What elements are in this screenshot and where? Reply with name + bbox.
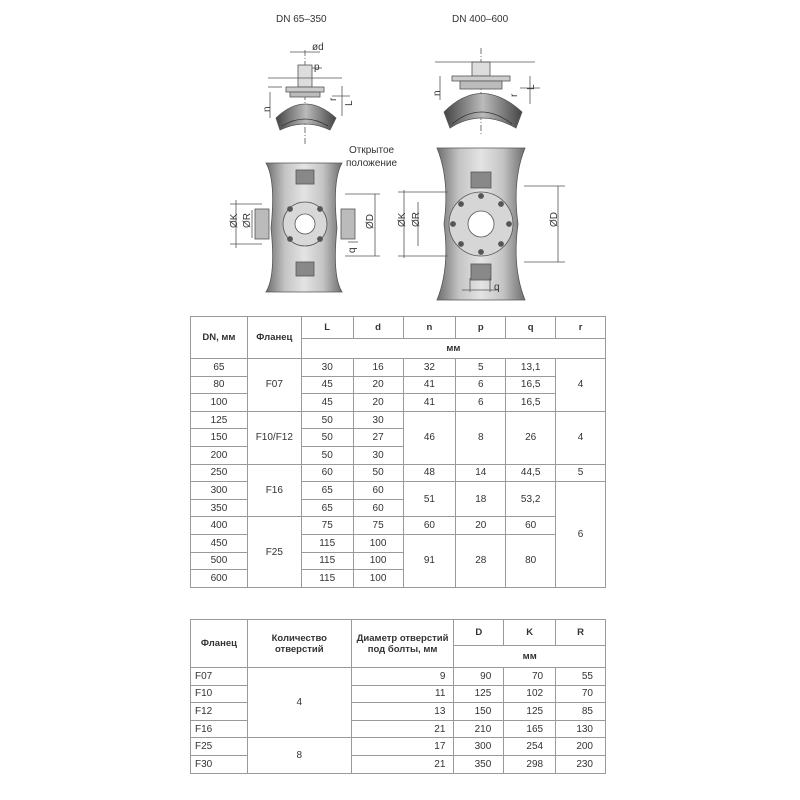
cell-diameter: 21	[351, 755, 454, 773]
header-q: q	[506, 317, 556, 339]
cell-d: 50	[353, 464, 403, 482]
cell-R: 230	[556, 755, 606, 773]
cell-r: 6	[556, 482, 606, 588]
dim-label-r-right: r	[509, 93, 520, 97]
cell-R: 200	[556, 738, 606, 756]
dim-label-n-right: n	[432, 90, 443, 96]
dim-label-oR-right: ØR	[411, 212, 422, 227]
cell-n: 41	[403, 376, 456, 394]
flange-table	[190, 619, 606, 774]
dim-label-L-right: L	[526, 84, 537, 90]
cell-r: 5	[556, 464, 606, 482]
cell-d: 100	[353, 552, 403, 570]
header-K: K	[504, 620, 556, 646]
header-r: r	[556, 317, 606, 339]
cell-diameter: 9	[351, 668, 454, 686]
valve-drawings	[0, 0, 800, 310]
header-unit: мм	[301, 339, 605, 359]
cell-flange: F25	[191, 738, 248, 756]
cell-dn: 300	[191, 482, 248, 500]
cell-R: 85	[556, 703, 606, 721]
cell-K: 70	[504, 668, 556, 686]
cell-flange: F16	[191, 720, 248, 738]
cell-dn: 65	[191, 359, 248, 377]
cell-R: 55	[556, 668, 606, 686]
cell-n: 51	[403, 482, 456, 517]
cell-K: 298	[504, 755, 556, 773]
cell-flange: F10/F12	[247, 411, 301, 464]
cell-d: 27	[353, 429, 403, 447]
cell-n: 60	[403, 517, 456, 535]
side-view-small	[268, 50, 350, 145]
cell-p: 20	[456, 517, 506, 535]
cell-flange: F12	[191, 703, 248, 721]
cell-dn: 80	[191, 376, 248, 394]
cell-D: 150	[454, 703, 504, 721]
cell-r: 4	[556, 411, 606, 464]
cell-flange: F16	[247, 464, 301, 517]
dim-label-oR: ØR	[242, 213, 253, 228]
header-flange: Фланец	[191, 620, 248, 668]
cell-D: 90	[454, 668, 504, 686]
cell-diameter: 13	[351, 703, 454, 721]
open-position-line-1: Открытое	[349, 145, 395, 156]
cell-diameter: 11	[351, 685, 454, 703]
cell-q: 44,5	[506, 464, 556, 482]
open-position-line-2: положение	[346, 158, 398, 169]
header-flange: Фланец	[247, 317, 301, 359]
cell-d: 30	[353, 411, 403, 429]
cell-flange: F07	[247, 359, 301, 412]
cell-diameter: 17	[351, 738, 454, 756]
cell-n: 41	[403, 394, 456, 412]
cell-L: 30	[301, 359, 353, 377]
dim-label-r: r	[328, 97, 339, 101]
cell-p: 8	[456, 411, 506, 464]
cell-holes: 4	[247, 668, 351, 738]
header-dn: DN, мм	[191, 317, 248, 359]
dim-label-oD: ØD	[365, 214, 376, 229]
drawing-title-right: DN 400–600	[452, 14, 509, 25]
cell-q: 16,5	[506, 394, 556, 412]
cell-flange: F10	[191, 685, 248, 703]
dim-label-od: ød	[312, 42, 324, 53]
cell-n: 91	[403, 534, 456, 587]
cell-K: 102	[504, 685, 556, 703]
cell-dn: 600	[191, 570, 248, 588]
cell-L: 50	[301, 411, 353, 429]
cell-d: 16	[353, 359, 403, 377]
dim-label-oD-right: ØD	[549, 212, 560, 227]
dimensions-table	[190, 316, 606, 588]
side-view-large	[435, 48, 540, 135]
cell-q: 26	[506, 411, 556, 464]
cell-d: 60	[353, 482, 403, 500]
header-diameter: Диаметр отверстий под болты, мм	[351, 620, 454, 668]
cell-L: 45	[301, 394, 353, 412]
cell-p: 28	[456, 534, 506, 587]
cell-q: 60	[506, 517, 556, 535]
cell-p: 6	[456, 376, 506, 394]
cell-d: 20	[353, 394, 403, 412]
cell-D: 300	[454, 738, 504, 756]
cell-flange: F07	[191, 668, 248, 686]
cell-K: 125	[504, 703, 556, 721]
drawing-title-left: DN 65–350	[276, 14, 327, 25]
cell-L: 65	[301, 499, 353, 517]
cell-K: 165	[504, 720, 556, 738]
header-unit: мм	[454, 646, 606, 668]
cell-q: 13,1	[506, 359, 556, 377]
cell-dn: 125	[191, 411, 248, 429]
header-D: D	[454, 620, 504, 646]
cell-n: 46	[403, 411, 456, 464]
cell-L: 50	[301, 429, 353, 447]
cell-d: 100	[353, 570, 403, 588]
header-L: L	[301, 317, 353, 339]
cell-flange: F30	[191, 755, 248, 773]
cell-q: 80	[506, 534, 556, 587]
cell-L: 115	[301, 534, 353, 552]
cell-r: 4	[556, 359, 606, 412]
cell-L: 115	[301, 552, 353, 570]
cell-R: 130	[556, 720, 606, 738]
cell-p: 6	[456, 394, 506, 412]
dim-label-oK-right: ØK	[397, 212, 408, 227]
cell-L: 75	[301, 517, 353, 535]
header-d: d	[353, 317, 403, 339]
cell-dn: 250	[191, 464, 248, 482]
header-p: p	[456, 317, 506, 339]
cell-p: 18	[456, 482, 506, 517]
cell-L: 45	[301, 376, 353, 394]
cell-L: 60	[301, 464, 353, 482]
cell-D: 350	[454, 755, 504, 773]
cell-dn: 500	[191, 552, 248, 570]
cell-K: 254	[504, 738, 556, 756]
cell-d: 30	[353, 446, 403, 464]
cell-dn: 350	[191, 499, 248, 517]
header-R: R	[556, 620, 606, 646]
cell-d: 60	[353, 499, 403, 517]
header-n: n	[403, 317, 456, 339]
cell-dn: 150	[191, 429, 248, 447]
cell-holes: 8	[247, 738, 351, 773]
cell-D: 125	[454, 685, 504, 703]
cell-dn: 100	[191, 394, 248, 412]
cell-q: 53,2	[506, 482, 556, 517]
dim-label-L: L	[344, 100, 355, 106]
dim-label-n: n	[262, 106, 273, 112]
cell-p: 5	[456, 359, 506, 377]
cell-n: 32	[403, 359, 456, 377]
dim-label-p: p	[314, 62, 320, 73]
cell-dn: 400	[191, 517, 248, 535]
cell-L: 115	[301, 570, 353, 588]
cell-diameter: 21	[351, 720, 454, 738]
cell-D: 210	[454, 720, 504, 738]
header-holes: Количество отверстий	[247, 620, 351, 668]
dim-label-oK: ØK	[229, 213, 240, 228]
cell-p: 14	[456, 464, 506, 482]
body-view-large	[398, 148, 565, 300]
cell-n: 48	[403, 464, 456, 482]
cell-d: 20	[353, 376, 403, 394]
cell-dn: 200	[191, 446, 248, 464]
cell-d: 75	[353, 517, 403, 535]
cell-L: 65	[301, 482, 353, 500]
cell-q: 16,5	[506, 376, 556, 394]
dim-label-q: q	[347, 247, 358, 253]
cell-d: 100	[353, 534, 403, 552]
cell-dn: 450	[191, 534, 248, 552]
cell-R: 70	[556, 685, 606, 703]
cell-L: 50	[301, 446, 353, 464]
dim-label-q-right: q	[494, 282, 500, 293]
cell-flange: F25	[247, 517, 301, 587]
